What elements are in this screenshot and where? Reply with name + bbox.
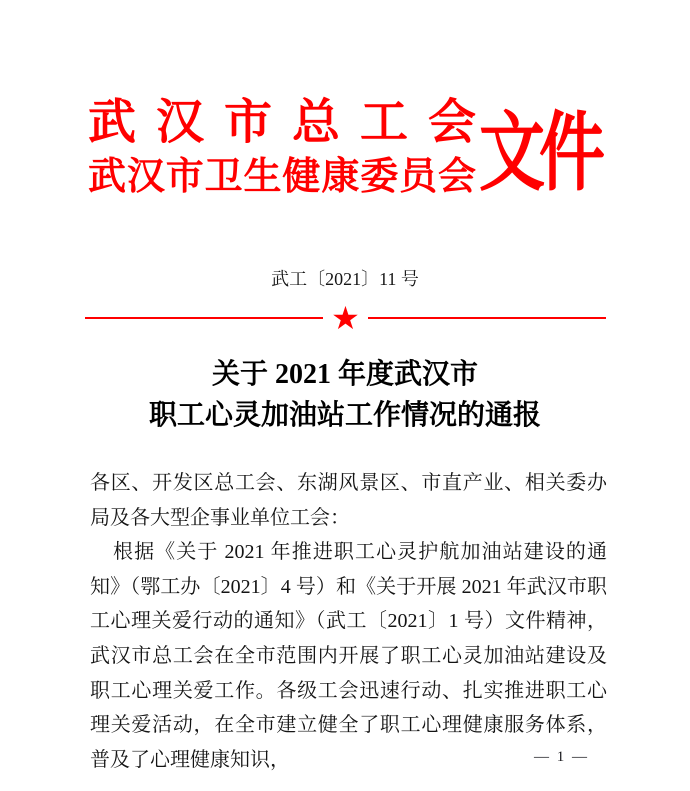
document-type-label: 文件 (479, 106, 599, 202)
document-body (90, 466, 607, 777)
red-separator (85, 301, 606, 335)
page-number: — 1 — (534, 749, 589, 765)
separator-line-left (85, 317, 323, 319)
salutation: 各区、开发区总工会、东湖风景区、市直产业、相关委办局及各大型企事业单位工会： (90, 472, 607, 529)
title-line2: 职工心灵加油站工作情况的通报 (148, 400, 541, 431)
document-number: 武工〔2021〕11 号 (271, 269, 419, 289)
document-title (0, 354, 690, 436)
separator-line-right (368, 317, 606, 319)
org-name-line2: 武汉市卫生健康委员会 (88, 156, 476, 198)
body-paragraph: 根据《关于 2021 年推进职工心灵护航加油站建设的通知》（鄂工办〔2021〕4 号）和《关于开展 2021 年武汉市职工心理关爱行动的通知》（武工〔2021〕1 号）文件精神，武汉市总工会在全市范围内开展了职工心灵加油站建设及职工心理关爱工作。各级工会迅速行动、扎实推进职工心理关爱活动，在全市建立健全了职工心理健康服务体系，普及了心理健康知识， (90, 541, 607, 771)
star-icon: ★ (331, 299, 360, 337)
title-line1: 关于 2021 年度武汉市 (211, 359, 478, 390)
org-name-line1: 武汉市总工会 (88, 96, 476, 149)
